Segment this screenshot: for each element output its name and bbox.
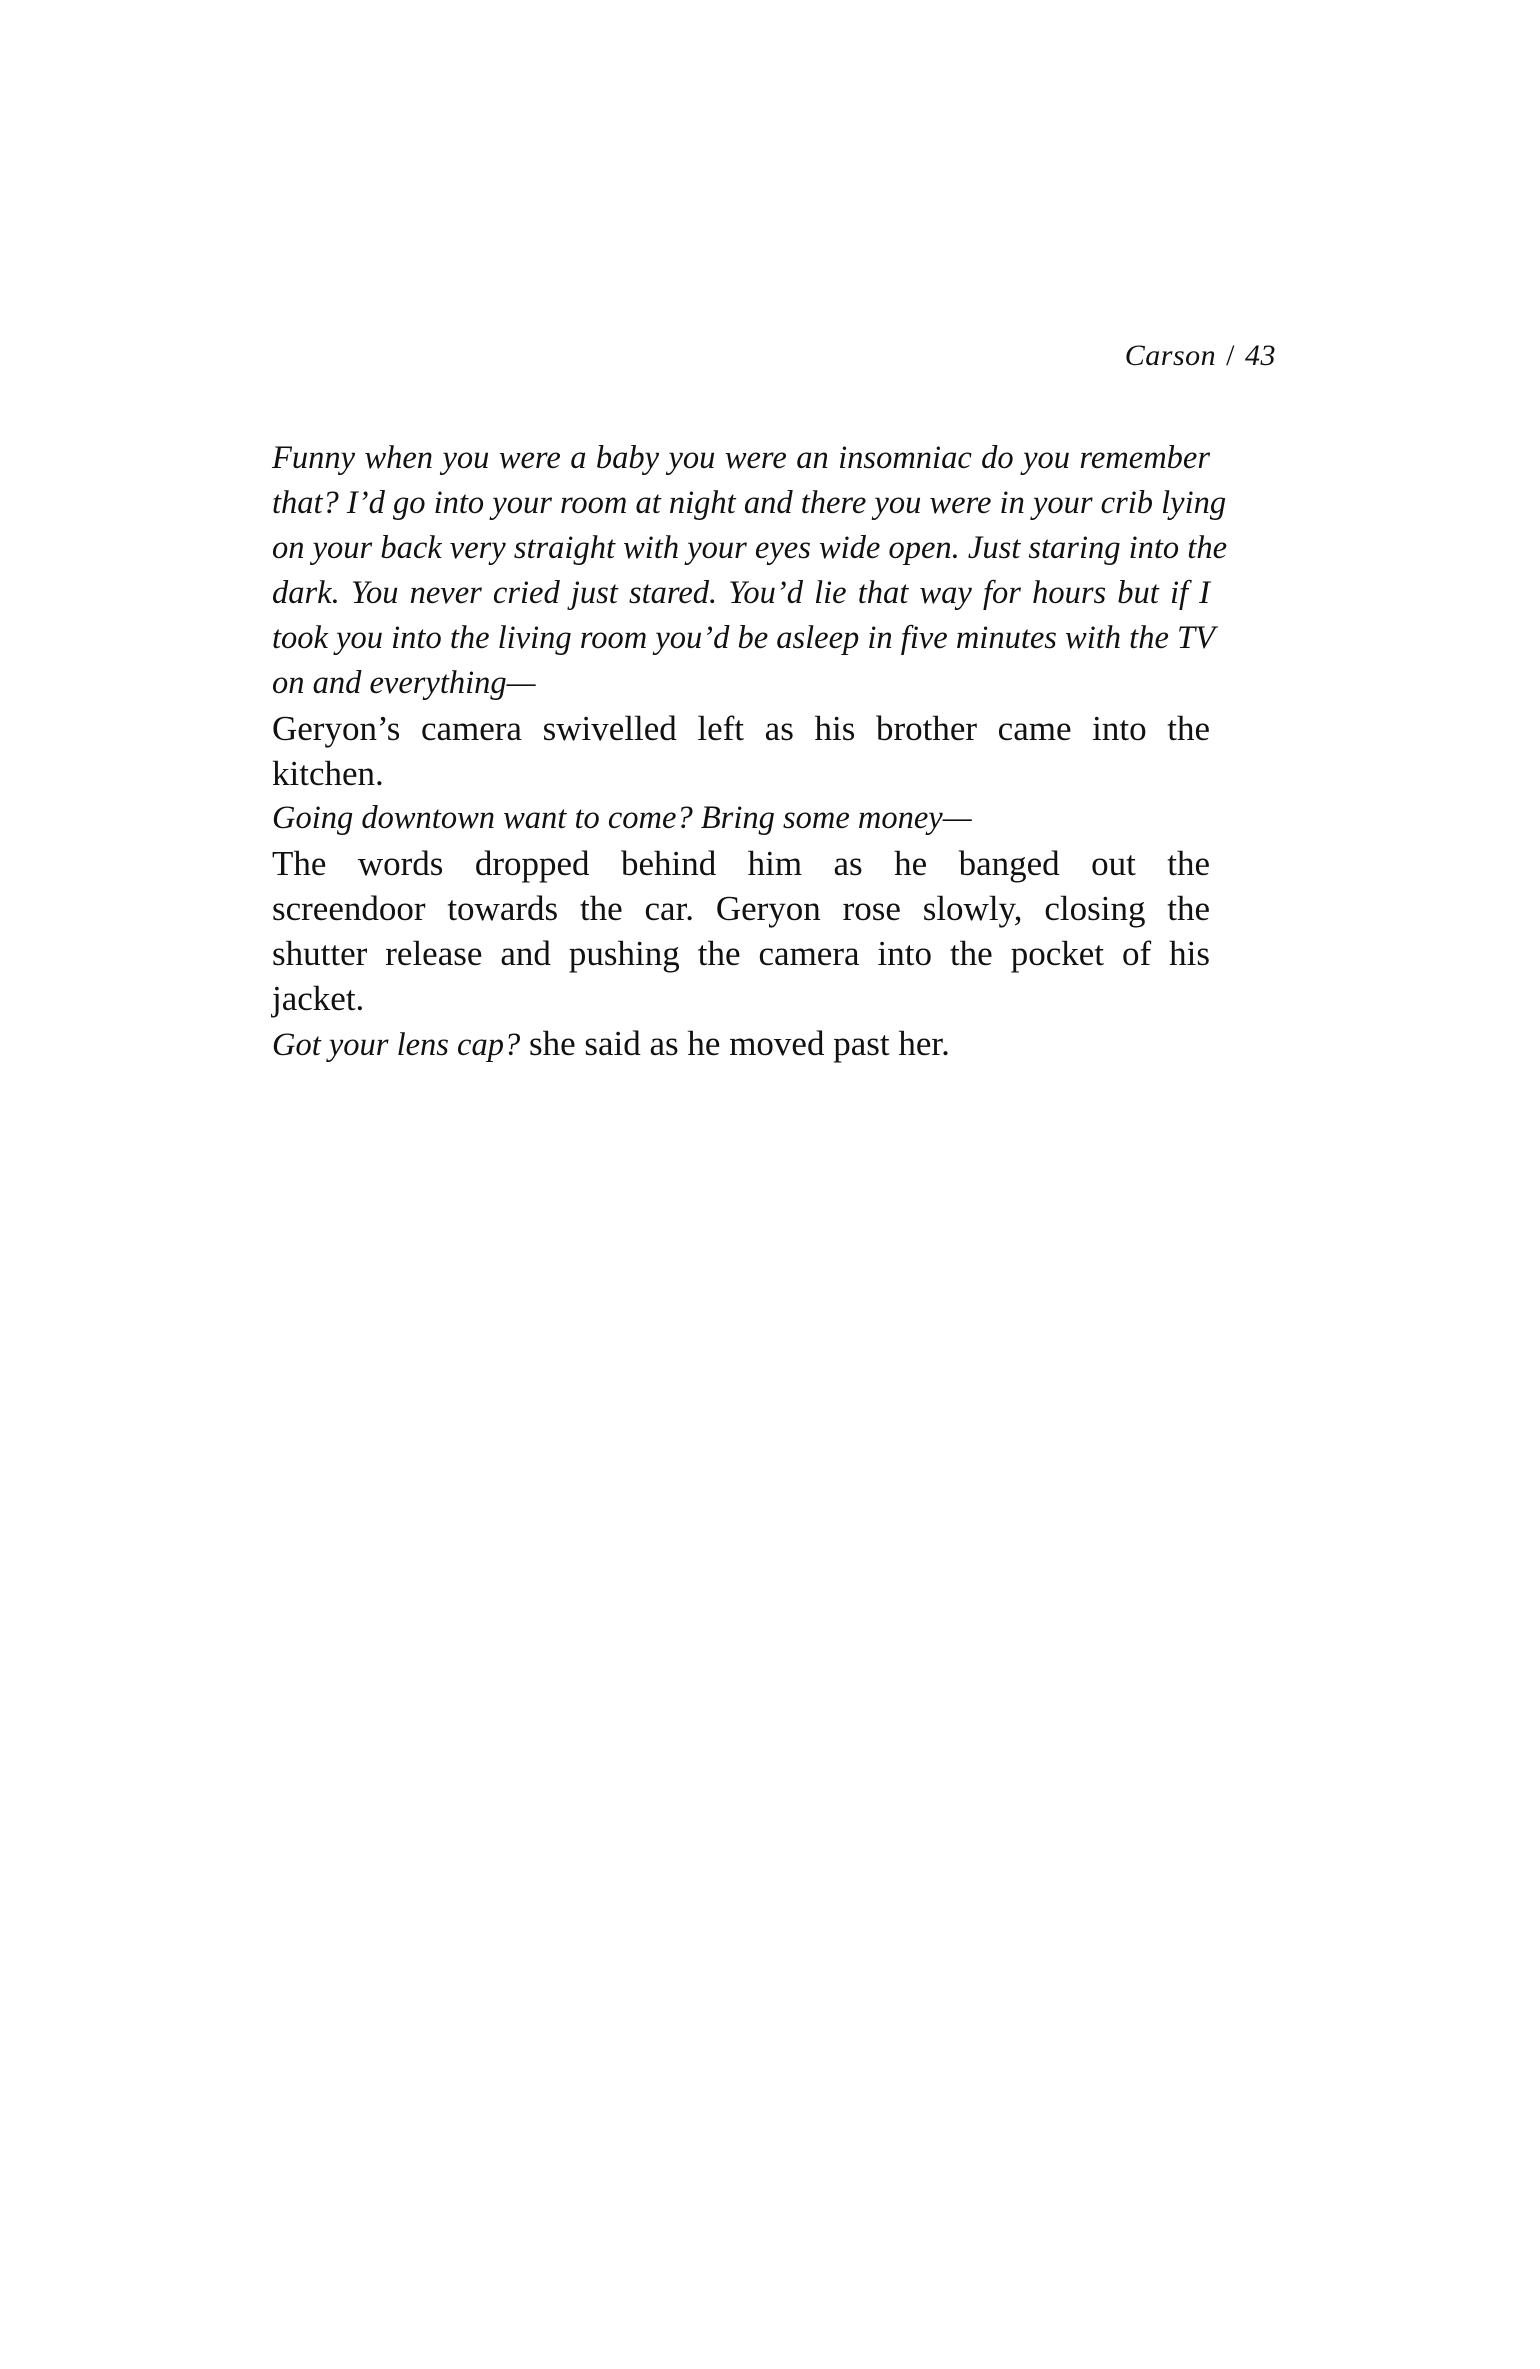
roman-text: Geryon’s camera swivelled left as his brother came into the [272,709,1210,748]
text-line [272,1021,1210,1066]
roman-text: The words dropped behind him as he banged out the [272,844,1210,883]
running-head [1125,336,1276,376]
italic-text: that? I’d go into your room at night and there you were in your crib lying [272,485,1227,521]
text-line [272,841,1210,886]
roman-text: jacket. [272,979,365,1018]
italic-text: on and everything— [272,665,536,701]
italic-text: Got your lens cap? [272,1027,521,1063]
italic-text: on your back very straight with your eyes wide open. Just staring into the [272,530,1227,566]
text-line [272,751,1210,796]
running-head-separator: / [1226,339,1235,372]
running-head-author: Carson [1124,339,1217,372]
roman-text: shutter release and pushing the camera into the pocket of his [272,934,1210,973]
text-line [272,796,1210,841]
text-line [272,976,1210,1021]
text-line [272,571,1210,616]
roman-text: she said as he moved past her. [520,1024,950,1063]
body-text [272,436,1227,1066]
page-number: 43 [1245,339,1276,372]
text-line [272,436,1210,481]
text-line [272,661,1210,706]
italic-text: dark. You never cried just stared. You’d lie that way for hours but if I [272,575,1210,611]
text-line [272,616,1215,661]
text-line [272,931,1210,976]
italic-text: Going downtown want to come? Bring some money— [272,800,972,836]
italic-text: Funny when you were a baby you were an insomniac do you remember [272,440,1210,476]
text-line [272,706,1210,751]
text-line [272,526,1227,571]
roman-text: kitchen. [272,754,384,793]
text-line [272,886,1210,931]
roman-text: screendoor towards the car. Geryon rose slowly, closing the [272,889,1210,928]
text-line [272,481,1227,526]
italic-text: took you into the living room you’d be asleep in five minutes with the TV [272,620,1215,656]
